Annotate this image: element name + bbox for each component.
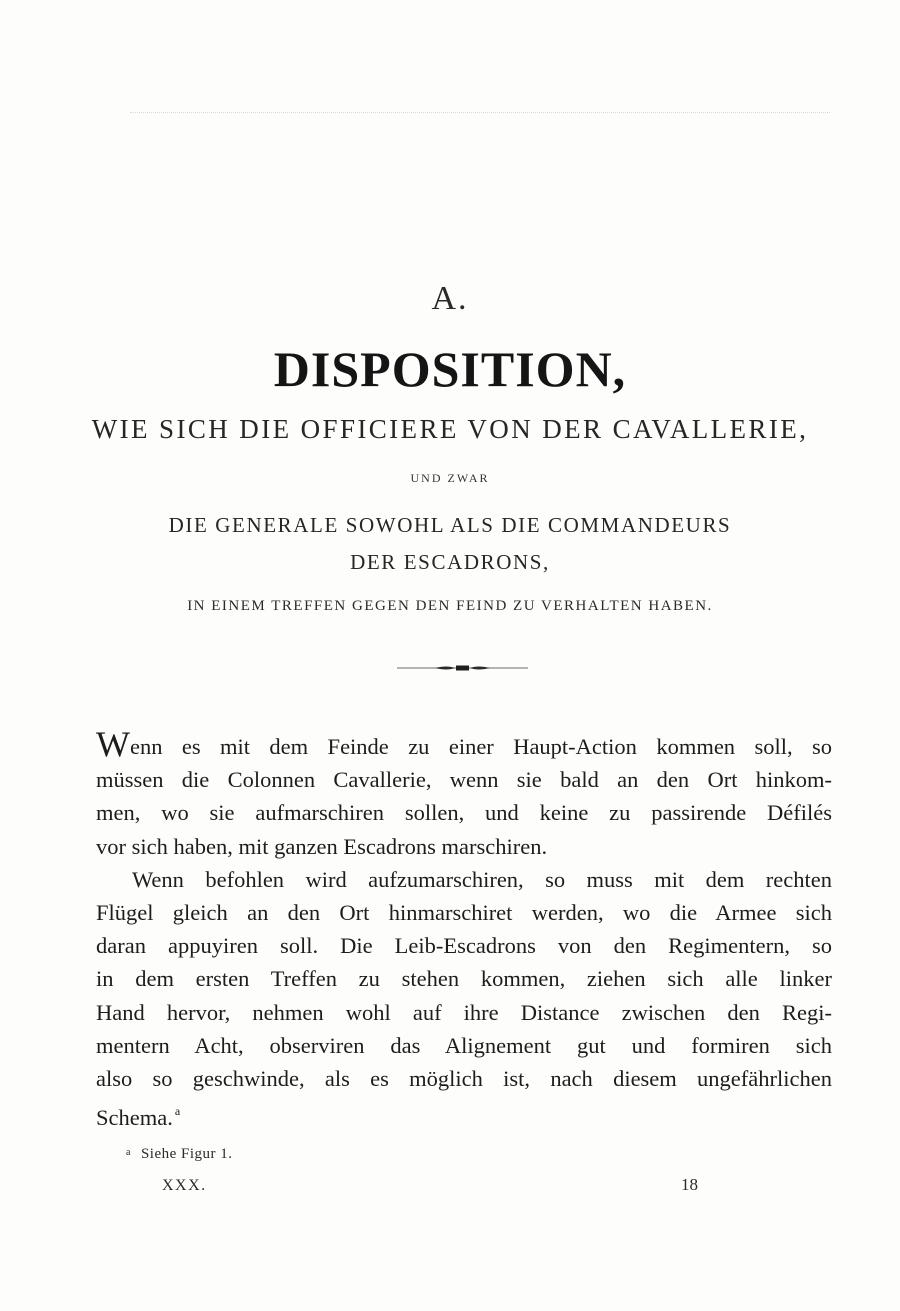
subtitle-connector: UND ZWAR <box>410 471 490 485</box>
paragraph-line: Wenn es mit dem Feinde zu einer Haupt-Action kommen soll, so <box>96 724 832 764</box>
footnote-text: Siehe Figur 1. <box>140 1146 233 1162</box>
subtitle-line-1: WIE SICH DIE OFFICIERE VON DER CAVALLERIE, <box>91 414 809 444</box>
paragraph-line: Hand hervor, nehmen wohl auf ihre Distance zwischen den Regi- <box>96 999 832 1025</box>
paragraph-line: Flügel gleich an den Ort hinmarschiret werden, wo die Armee sich <box>96 899 832 925</box>
page-title: DISPOSITION, <box>273 341 627 397</box>
ornament-divider <box>395 660 530 676</box>
paragraph-line: Wenn befohlen wird aufzumarschiren, so muss mit dem rechten <box>132 866 832 892</box>
paragraph-line: müssen die Colonnen Cavallerie, wenn sie bald an den Ort hinkom- <box>96 767 832 793</box>
paragraph-line: also so geschwinde, als es möglich ist, nach diesem ungefährlichen <box>96 1065 832 1091</box>
footnote <box>126 1146 233 1163</box>
signature-mark: XXX. <box>162 1177 207 1194</box>
top-dotted-rule <box>130 112 830 113</box>
paragraph-line: mentern Acht, observiren das Alignement gut und formiren sich <box>96 1032 832 1058</box>
paragraph-line: men, wo sie aufmarschiren sollen, und keine zu passirende Défilés <box>96 800 832 826</box>
section-letter: A. <box>431 280 469 317</box>
body-text <box>96 724 832 1131</box>
subtitle-line-5: IN EINEM TREFFEN GEGEN DEN FEIND ZU VERHALTEN HABEN. <box>187 598 713 614</box>
footnote-reference: a <box>174 1104 181 1119</box>
paragraph-line: in dem ersten Treffen zu stehen kommen, ziehen sich alle linker <box>96 966 832 992</box>
paragraph-line: daran appuyiren soll. Die Leib-Escadrons von den Regimentern, so <box>96 933 832 959</box>
drop-cap: W <box>96 724 130 764</box>
page-number: 18 <box>681 1175 698 1194</box>
subtitle-line-4: DER ESCADRONS, <box>350 550 550 574</box>
paragraph-line: vor sich haben, mit ganzen Escadrons marschiren. <box>96 833 548 859</box>
paragraph-line: Schema. $^a$ <box>96 1104 181 1131</box>
footnote-mark: a <box>126 1147 131 1158</box>
subtitle-line-3: DIE GENERALE SOWOHL ALS DIE COMMANDEURS <box>168 513 732 537</box>
